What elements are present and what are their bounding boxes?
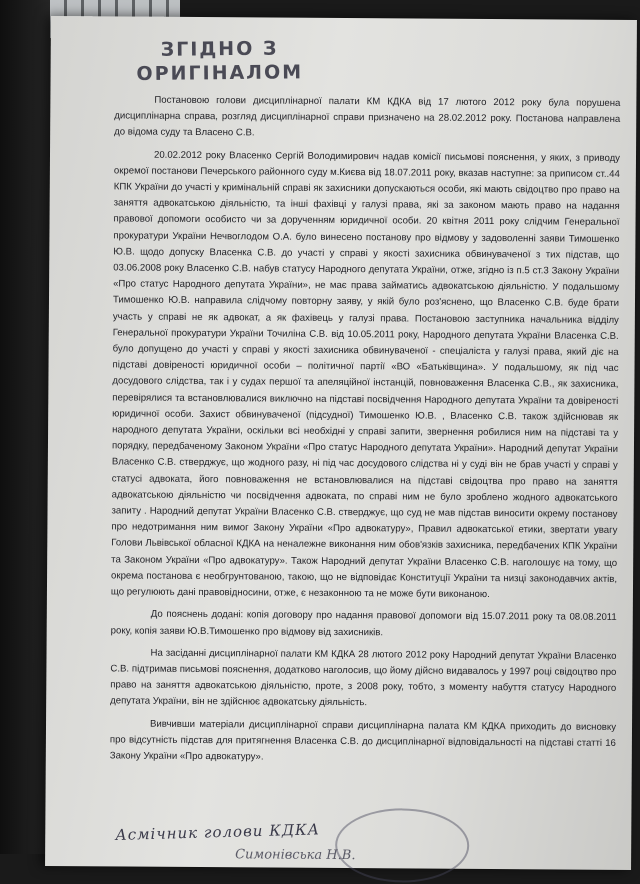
stamp-line-2: ОРИГІНАЛОМ (136, 61, 304, 86)
paragraph-1: Постановою голови дисциплінарної палати КМ КДКА від 17 лютого 2012 року була порушена дисциплінарна справа, розгляд дисциплінарної справи призначено на 28.02.2012 року. Постанова направлена до відома суду та Власено С.В. (114, 94, 621, 139)
document-page (45, 16, 637, 870)
paragraph-5: Вивчивши матеріали дисциплінарної справи дисциплінарна палата КМ КДКА приходить до висновку про відсутність підстав для притягнення Власенка С.В. до дисциплінарної відповідальності на підставі статті 16 Закону України «Про адвокатуру». (109, 718, 617, 763)
paragraph-2: 20.02.2012 року Власенко Сергій Володимирович надав комісії письмові пояснення, у яких, з приводу окремої постанови Печерського районного суду м.Києва від 18.07.2011 року, вказав наступне: за приписом ст..44 КПК України до участі у кримінальній справі як захисники допускаються особи, які мають свідоцтво про право на заняття адвокатською діяльністю, та інші фахівці у галузі права, які за законом мають право на надання правової допомоги особисто чи за дорученням юридичної особи. 20 квітня 2011 року слідчим Генеральної прокуратури України Нечвоглодом О.А. було винесено постанову про відмову у задоволенні заяви Тимошенко Ю.В. щодо допуску Власенка С.В. до участі у справі у якості захисника обвинуваченої з тих підстав, що 03.06.2008 року Власенко С.В. набув статусу Народного депутата України, отже, згідно із п.5 ст.3 Закону України «Про статус Народного депутата України», не має права займатись адвокатською діяльністю. У подальшому Тимошенко Ю.В. направила слідчому повторну заяву, у якій було роз'яснено, що Власенко С.В. буде брати участь у справі не як адвокат, а як фахівець у галузі права. Постановою заступника начальника відділу Генеральної прокуратури України Точиліна С.В. від 10.05.2011 року, Народного депутата України Власенка С.В. було допущено до участі у справі у якості захисника обвинуваченої - спеціаліста у галузі права, який діє на підставі довіреності юридичної особи – політичної партії «ВО «Батьківщина». У подальшому, як під час досудового слідства, так і у судах першої та апеляційної інстанцій, повноваження Власенка С.В., як захисника, перевірялися та встановлювалися виключно на підставі посвідчення Народного депутата України та довіреності юридичної особи. Захист обвинуваченої (підсудної) Тимошенко Ю.В. , Власенко С.В. також здійснював як народного депутата України, оскільки всі необхідні у справі запити, звернення робилися ним на підставі та у порядку, передбаченому Законом України «Про статус Народного депутата України». Народний депутат України Власенко С.В. стверджує, що жодного разу, ні під час досудового слідства ні у суді він не брав участі у справі у статусі адвоката, його повноваження не встановлювалися на підставі свідоцтва про право на заняття адвокатською діяльністю чи посвідчення адвоката, по справі ним не було зроблено жодного адвокатського запиту . Народний депутат України Власенко С.В. стверджує, що суд не мав підстав виносити окрему постанову про недотримання ним вимог Закону України «Про адвокатуру», Правил адвокатської етики, звертати увагу Голови Львівської обласної КДКА на неналежне виконання ним обов'язків захисника, передбачених КПК України та Законом України «Про адвокатуру». Також Народний депутат України Власенко С.В. наголошує на тому, що окрема постанова є необгрунтованою, такою, що не відповідає Конституції України та низці законодавчих актів, що регулюють дані правовідносини, отже, є незаконною та не може бути виконаною. (110, 149, 621, 601)
signature-block (115, 814, 535, 867)
stamp-line-1: ЗГІДНО З (160, 37, 279, 61)
paragraph-4: На засіданні дисциплінарної палати КМ КДКА 28 лютого 2012 року Народний депутат України Власенко С.В. підтримав письмові пояснення, додатково наголосив, що йому дійсно видавалось у 1997 році свідоцтво про право на заняття адвокатською діяльністю, проте, з 2008 року, тобто, з моменту набуття статусу Народного депутата України, він не здійснює адвокатську діяльність. (110, 647, 617, 709)
document-body (110, 92, 621, 774)
signature-title: Асмічник голови КДКА (115, 820, 321, 845)
paragraph-3: До пояснень додані: копія договору про надання правової допомоги від 15.07.2011 року та 08.08.2011 року, копія заяви Ю.В.Тимошенко про відмову від захисників. (110, 608, 617, 638)
signature-name: Симонівська Н.В. (235, 847, 356, 864)
round-seal (335, 808, 470, 883)
certified-copy-stamp (134, 36, 304, 86)
